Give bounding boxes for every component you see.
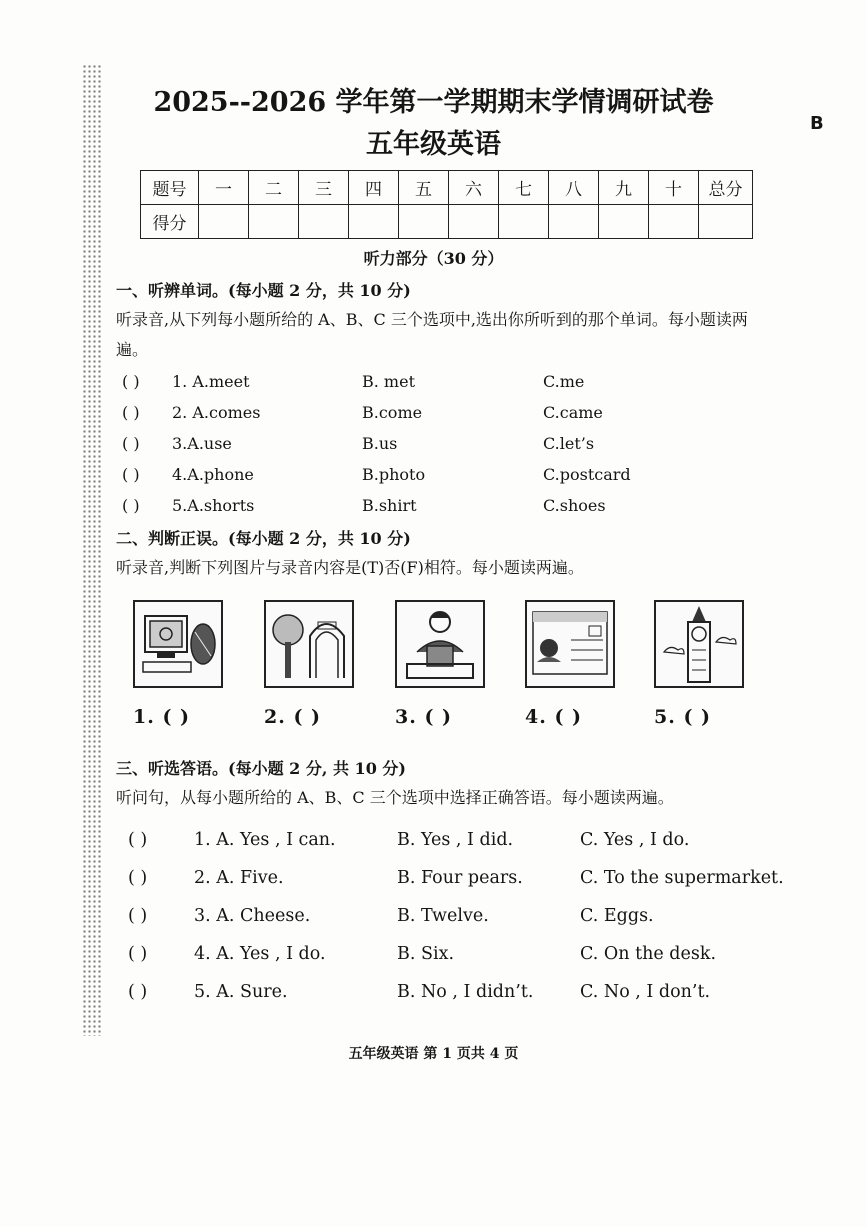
option-c: C. On the desk. (580, 944, 717, 964)
binding-dot-strip (82, 64, 102, 1036)
answer-bracket[interactable]: ( ) (122, 403, 140, 422)
section3-title: 三、听选答语。(每小题 2 分, 共 10 分) (116, 759, 406, 778)
score-header-cell: 七 (499, 171, 549, 205)
listening-part-title: 听力部分（30 分） (363, 249, 504, 268)
answer-bracket[interactable]: ( ) (128, 868, 148, 888)
score-header-cell: 五 (399, 171, 449, 205)
option-a: 5.A.shorts (172, 496, 255, 515)
option-a: 2. A.comes (172, 403, 261, 422)
option-a: 5. A. Sure. (194, 982, 288, 1002)
option-c: C. To the supermarket. (580, 868, 784, 888)
option-a: 2. A. Five. (194, 868, 284, 888)
option-b: B. Twelve. (397, 906, 489, 926)
score-header-cell: 六 (449, 171, 499, 205)
option-c: C.shoes (543, 496, 606, 515)
score-header-cell: 三 (299, 171, 349, 205)
option-b: B.shirt (362, 496, 417, 515)
option-b: B. met (362, 372, 415, 391)
exam-subtitle: 五年级英语 (366, 129, 501, 160)
answer-blank[interactable]: 1. ( ) (133, 706, 191, 728)
score-input-cell[interactable] (299, 205, 349, 239)
section3-instruction: 听问句，从每小题所给的 A、B、C 三个选项中选择正确答语。每小题读两遍。 (116, 788, 674, 807)
option-b: B. Yes , I did. (397, 830, 514, 850)
exam-title: 2025--2026 学年第一学期期末学情调研试卷 (153, 87, 714, 118)
option-b: B.us (362, 434, 398, 453)
score-input-cell[interactable] (199, 205, 249, 239)
option-c: C.me (543, 372, 585, 391)
option-a: 3. A. Cheese. (194, 906, 311, 926)
option-a: 4.A.phone (172, 465, 254, 484)
section2-instruction: 听录音,判断下列图片与录音内容是(T)否(F)相符。每小题读两遍。 (116, 558, 584, 577)
score-input-cell[interactable] (499, 205, 549, 239)
score-input-cell[interactable] (399, 205, 449, 239)
option-b: B. Six. (397, 944, 455, 964)
section1-instruction: 听录音,从下列每小题所给的 A、B、C 三个选项中,选出你所听到的那个单词。每小题读两遍。 (116, 310, 748, 359)
score-input-cell[interactable] (349, 205, 399, 239)
answer-bracket[interactable]: ( ) (122, 496, 140, 515)
boy-at-computer-picture (395, 600, 485, 688)
answer-bracket[interactable]: ( ) (128, 830, 148, 850)
score-header-cell: 二 (249, 171, 299, 205)
option-c: C. Eggs. (580, 906, 654, 926)
score-input-cell[interactable] (599, 205, 649, 239)
score-header-cell: 九 (599, 171, 649, 205)
score-label-cell: 得分 (141, 205, 199, 239)
answer-bracket[interactable]: ( ) (128, 906, 148, 926)
answer-blank[interactable]: 3. ( ) (395, 706, 453, 728)
score-header-cell: 一 (199, 171, 249, 205)
option-c: C. No , I don’t. (580, 982, 711, 1002)
option-a: 1. A. Yes , I can. (194, 830, 336, 850)
score-input-cell[interactable] (449, 205, 499, 239)
option-c: C.came (543, 403, 603, 422)
clock-tower-picture (654, 600, 744, 688)
edge-mark: B (810, 113, 824, 134)
answer-bracket[interactable]: ( ) (122, 434, 140, 453)
score-input-cell[interactable] (699, 205, 753, 239)
option-c: C.let’s (543, 434, 595, 453)
option-a: 1. A.meet (172, 372, 250, 391)
clock-tower-icon (656, 602, 742, 686)
boy-at-computer-icon (397, 602, 483, 686)
answer-blank[interactable]: 4. ( ) (525, 706, 583, 728)
answer-bracket[interactable]: ( ) (122, 372, 140, 391)
score-header-cell: 题号 (141, 171, 199, 205)
option-b: B. Four pears. (397, 868, 523, 888)
score-header-cell: 八 (549, 171, 599, 205)
section2-title: 二、判断正误。(每小题 2 分，共 10 分) (116, 529, 411, 548)
park-gate-icon (266, 602, 352, 686)
page-footer: 五年级英语 第 1 页共 4 页 (348, 1046, 519, 1062)
score-table-header-row (141, 171, 753, 205)
answer-bracket[interactable]: ( ) (122, 465, 140, 484)
option-c: C. Yes , I do. (580, 830, 690, 850)
option-b: B.photo (362, 465, 426, 484)
answer-blank[interactable]: 5. ( ) (654, 706, 712, 728)
computer-picture (133, 600, 223, 688)
score-header-cell: 总分 (699, 171, 753, 205)
option-b: B. No , I didn’t. (397, 982, 534, 1002)
score-table-score-row (141, 205, 753, 239)
answer-bracket[interactable]: ( ) (128, 944, 148, 964)
score-header-cell: 四 (349, 171, 399, 205)
score-input-cell[interactable] (549, 205, 599, 239)
park-gate-picture (264, 600, 354, 688)
section1-title: 一、听辨单词。(每小题 2 分，共 10 分) (116, 281, 411, 300)
answer-bracket[interactable]: ( ) (128, 982, 148, 1002)
computer-icon (135, 602, 221, 686)
postcard-picture (525, 600, 615, 688)
option-a: 4. A. Yes , I do. (194, 944, 326, 964)
option-c: C.postcard (543, 465, 631, 484)
option-a: 3.A.use (172, 434, 232, 453)
postcard-icon (527, 602, 613, 686)
score-input-cell[interactable] (649, 205, 699, 239)
option-b: B.come (362, 403, 423, 422)
score-table (140, 170, 753, 239)
score-input-cell[interactable] (249, 205, 299, 239)
score-header-cell: 十 (649, 171, 699, 205)
answer-blank[interactable]: 2. ( ) (264, 706, 322, 728)
